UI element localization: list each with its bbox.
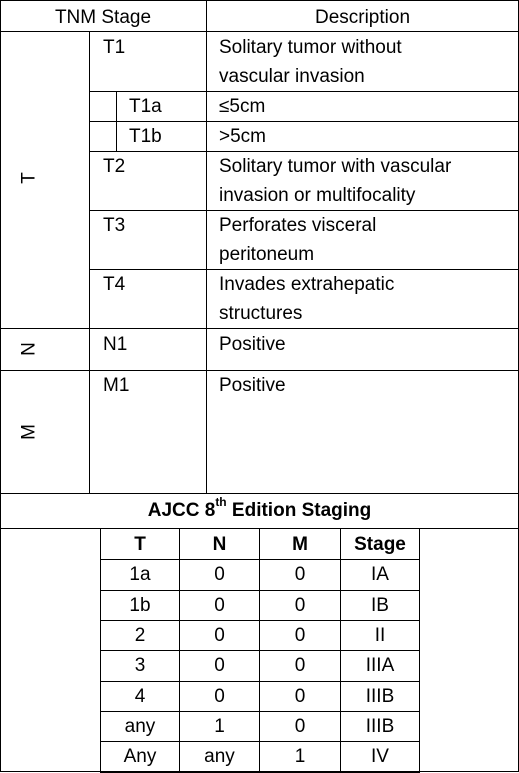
ajcc-cell: 0 [294, 564, 306, 585]
ajcc-cell: any [124, 716, 156, 737]
ajcc-cell: 0 [294, 625, 306, 646]
desc-t2-line2: invasion or multifocality [219, 185, 416, 206]
ajcc-col-line-4 [419, 529, 420, 773]
stage-t1: T1 [103, 37, 126, 58]
desc-m1: Positive [219, 375, 286, 396]
ajcc-cell: any [204, 746, 235, 767]
ajcc-title [0, 496, 519, 525]
desc-n1: Positive [219, 334, 286, 355]
t1a-t1b-indent-divider [116, 91, 117, 151]
header-tnm-stage: TNM Stage [54, 7, 152, 28]
desc-t3-line2: peritoneum [219, 244, 315, 265]
stage-t1b: T1b [129, 126, 162, 147]
ajcc-cell: II [374, 625, 386, 646]
stage-m1: M1 [103, 375, 130, 396]
ajcc-cell: 0 [214, 625, 225, 646]
header-divider [206, 0, 207, 493]
stage-t4: T4 [103, 274, 126, 295]
ajcc-cell: 1b [129, 595, 151, 616]
group-divider-t-n [0, 328, 519, 329]
letter-column-divider [89, 31, 90, 493]
desc-t1-line1: Solitary tumor without [219, 37, 402, 58]
ajcc-cell: 3 [134, 655, 146, 676]
ajcc-cell: Any [123, 746, 157, 767]
ajcc-cell: IIIB [365, 716, 395, 737]
desc-t4-line1: Invades extrahepatic [219, 274, 395, 295]
desc-t1b: >5cm [219, 126, 266, 147]
ajcc-header-cell: N [212, 534, 227, 555]
ajcc-header-cell: T [134, 534, 146, 555]
stage-t3: T3 [103, 215, 126, 236]
desc-t2-line1: Solitary tumor with vascular [219, 156, 452, 177]
header-description: Description [314, 7, 411, 28]
ajcc-cell: IB [371, 595, 389, 616]
ajcc-header-cell: Stage [354, 534, 406, 555]
ajcc-cell: 0 [214, 595, 225, 616]
ajcc-cell: 4 [134, 686, 146, 707]
table-left-border [0, 0, 1, 772]
ajcc-cell: 0 [294, 686, 306, 707]
ajcc-cell: 0 [214, 686, 225, 707]
ajcc-cell: IIIB [365, 686, 395, 707]
ajcc-cell: IIIA [365, 655, 395, 676]
ajcc-cell: IV [371, 746, 389, 767]
desc-t1a: ≤5cm [219, 96, 266, 117]
stage-n1: N1 [103, 334, 128, 355]
stage-t1a: T1a [129, 96, 162, 117]
desc-t3-line1: Perforates visceral [219, 215, 377, 236]
ajcc-cell: 1 [294, 746, 306, 767]
table-top-border [0, 0, 519, 1]
group-letter-t: T [18, 172, 40, 184]
group-letter-m: M [18, 424, 40, 440]
ajcc-cell: 2 [134, 625, 146, 646]
desc-t1-line2: vascular invasion [219, 66, 365, 87]
desc-t4-line2: structures [219, 303, 303, 324]
ajcc-cell: 0 [294, 716, 306, 737]
ajcc-cell: 0 [294, 655, 306, 676]
ajcc-cell: 1a [129, 564, 151, 585]
ajcc-cell: 1 [214, 716, 225, 737]
ajcc-cell: 0 [214, 564, 225, 585]
group-divider-m-ajcc [0, 493, 519, 494]
ajcc-title-suffix: Edition Staging [226, 500, 372, 521]
ajcc-title-superscript: th [215, 494, 227, 509]
ajcc-cell: 0 [214, 655, 225, 676]
group-letter-n: N [18, 342, 40, 356]
ajcc-cell: 0 [294, 595, 306, 616]
ajcc-title-prefix: AJCC 8 [147, 500, 216, 521]
ajcc-header-cell: M [292, 534, 308, 555]
stage-t2: T2 [103, 156, 126, 177]
ajcc-cell: IA [371, 564, 389, 585]
